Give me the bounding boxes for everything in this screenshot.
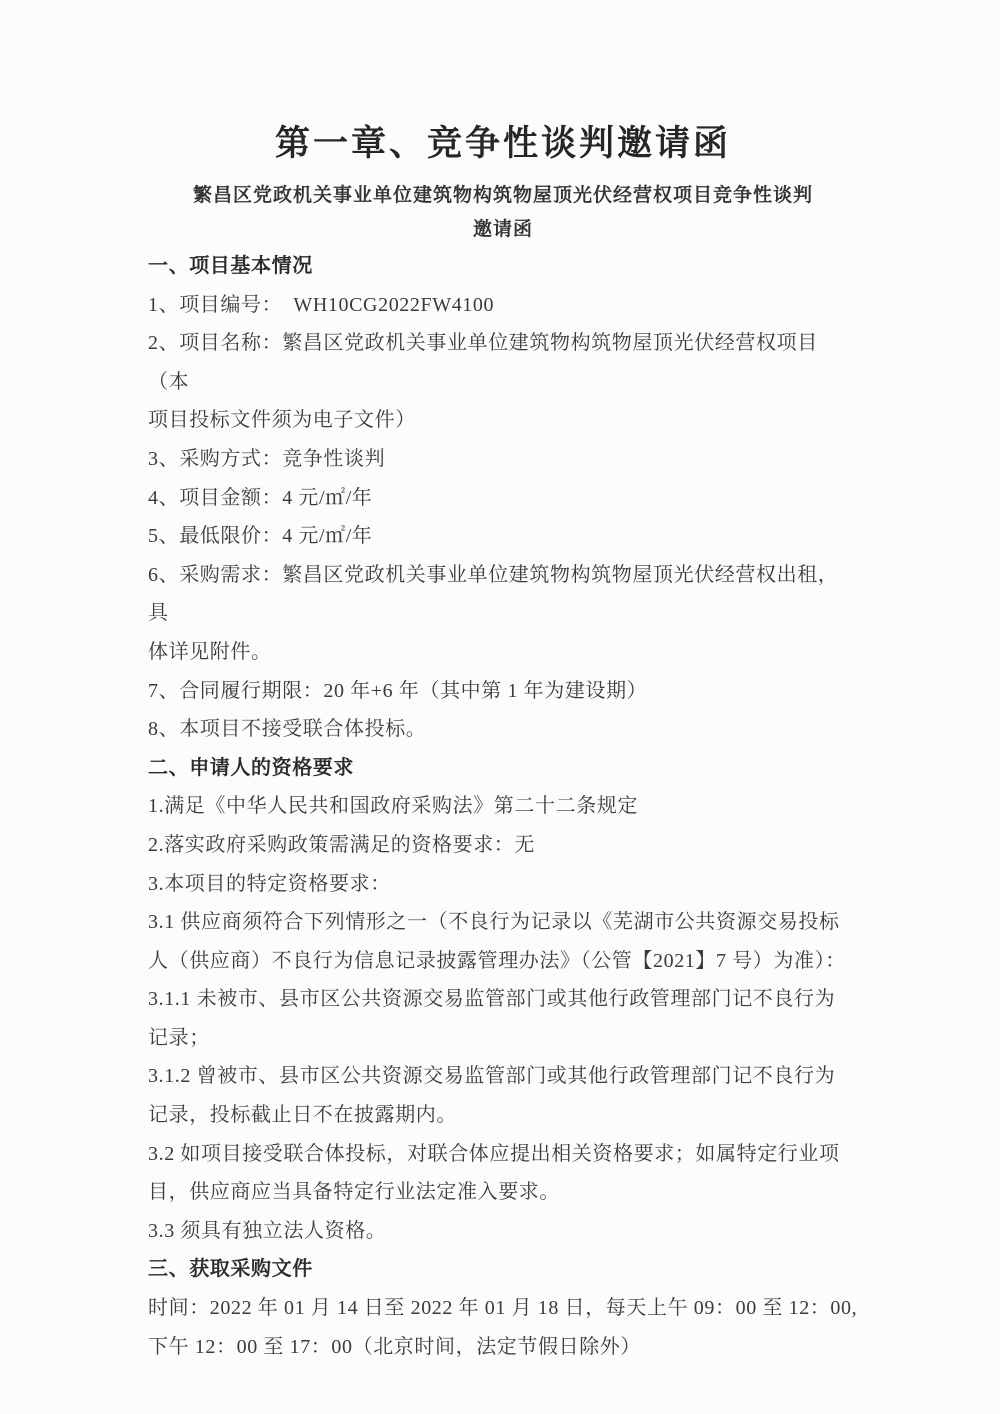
subtitle-line-1: 繁昌区党政机关事业单位建筑物构筑物屋顶光伏经营权项目竞争性谈判 — [192, 185, 813, 206]
document-content — [148, 121, 858, 1366]
body-line: 1.满足《中华人民共和国政府采购法》第二十二条规定 — [148, 795, 638, 818]
body-line: 3、采购方式：竞争性谈判 — [148, 447, 386, 470]
body-line: 3.本项目的特定资格要求： — [148, 872, 391, 895]
body-line: 3.1.1 未被市、县市区公共资源交易监管部门或其他行政管理部门记不良行为 — [148, 988, 836, 1011]
body-line: 目，供应商应当具备特定行业法定准入要求。 — [148, 1181, 560, 1204]
body-line: 3.1.2 曾被市、县市区公共资源交易监管部门或其他行政管理部门记不良行为 — [148, 1065, 836, 1088]
body-line: 2.落实政府采购政策需满足的资格要求：无 — [148, 833, 535, 856]
body-line: 下午 12：00 至 17：00（北京时间，法定节假日除外） — [148, 1335, 641, 1358]
body-line: 2、项目名称：繁昌区党政机关事业单位建筑物构筑物屋顶光伏经营权项目（本 — [148, 332, 818, 393]
body-line: 记录，投标截止日不在披露期内。 — [148, 1104, 457, 1127]
document-subtitle — [148, 179, 858, 247]
document-body — [148, 247, 858, 1366]
body-line: 3.1 供应商须符合下列情形之一（不良行为记录以《芜湖市公共资源交易投标 — [148, 911, 840, 934]
section-heading: 一、项目基本情况 — [148, 255, 313, 277]
body-line: 人（供应商）不良行为信息记录披露管理办法》（公管【2021】7 号）为准）： — [148, 949, 846, 972]
body-line: 3.2 如项目接受联合体投标，对联合体应提出相关资格要求；如属特定行业项 — [148, 1142, 840, 1165]
body-line: 7、合同履行期限：20 年+6 年（其中第 1 年为建设期） — [148, 679, 648, 702]
page-title: 第一章、竞争性谈判邀请函 — [274, 124, 731, 163]
body-line: 体详见附件。 — [148, 640, 272, 663]
body-line: 4、项目金额：4 元/㎡/年 — [148, 486, 373, 509]
body-line: 5、最低限价：4 元/㎡/年 — [148, 525, 373, 548]
section-heading: 二、申请人的资格要求 — [148, 756, 354, 779]
body-line: 1、项目编号： WH10CG2022FW4100 — [148, 293, 495, 316]
subtitle-line-2: 邀请函 — [472, 219, 533, 240]
section-heading: 三、获取采购文件 — [148, 1258, 313, 1281]
body-line: 记录； — [148, 1026, 210, 1049]
body-line: 3.3 须具有独立法人资格。 — [148, 1219, 387, 1242]
body-line: 8、本项目不接受联合体投标。 — [148, 718, 427, 741]
body-line: 时间：2022 年 01 月 14 日至 2022 年 01 月 18 日，每天上午 09：00 至 12：00, — [148, 1297, 858, 1320]
body-line: 6、采购需求：繁昌区党政机关事业单位建筑物构筑物屋顶光伏经营权出租，具 — [148, 563, 839, 625]
body-line: 项目投标文件须为电子文件） — [148, 409, 416, 432]
